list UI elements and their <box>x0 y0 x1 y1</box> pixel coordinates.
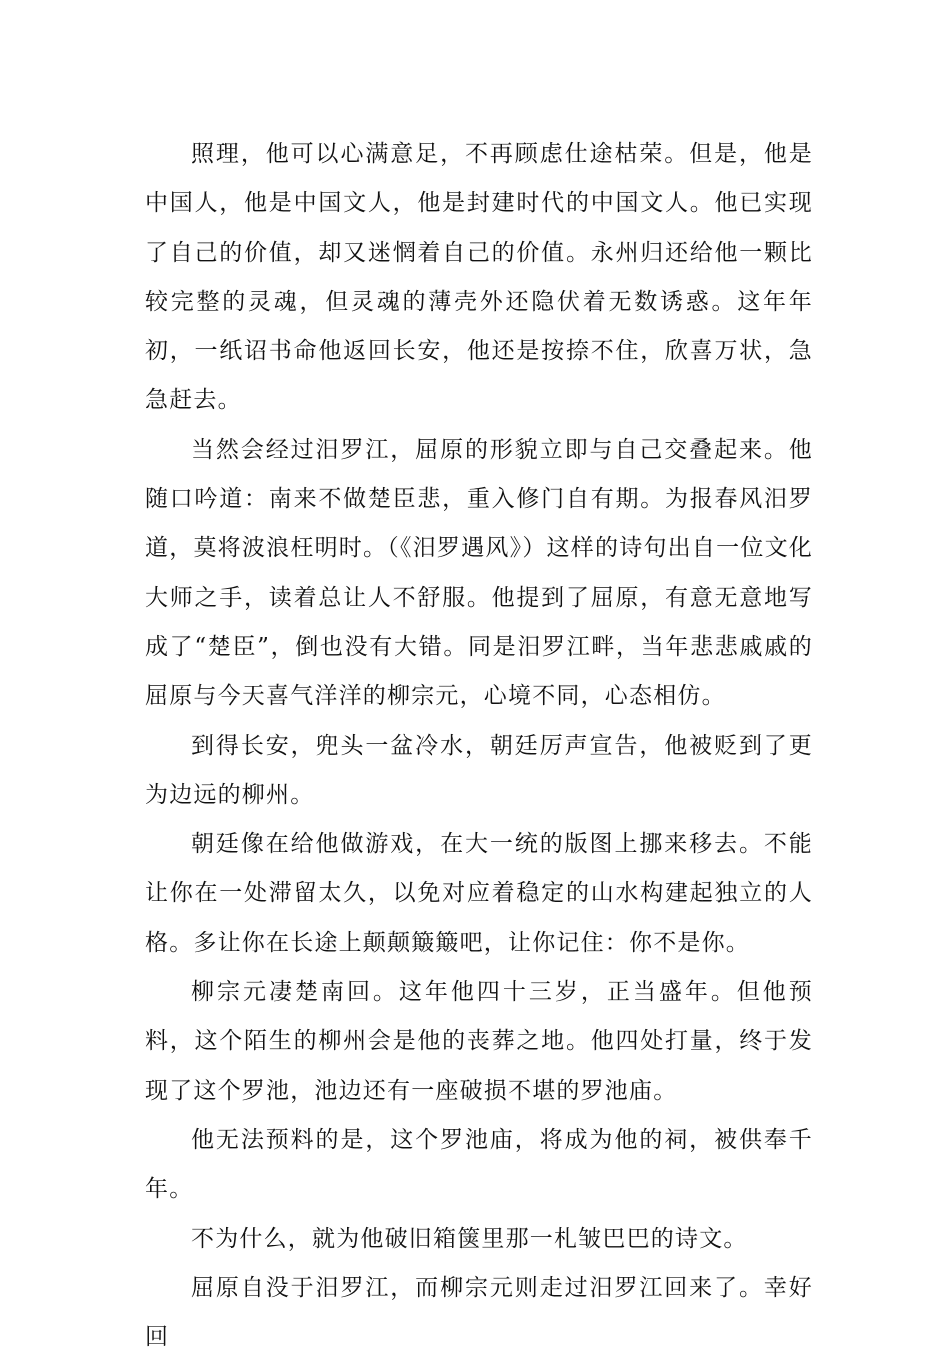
paragraph-2: 当然会经过汨罗江，屈原的形貌立即与自己交叠起来。他随口吟道：南来不做楚臣悲，重入修门自有期。为报春风汨罗道，莫将波浪枉明时。（《汨罗遇风》）这样的诗句出自一位文化大师之手，读着总让人不舒服。他提到了屈原，有意无意地写成了“楚臣”，倒也没有大错。同是汨罗江畔，当年悲悲戚戚的屈原与今天喜气洋洋的柳宗元，心境不同，心态相仿。 <box>145 436 813 710</box>
paragraph-1: 照理，他可以心满意足，不再顾虑仕途枯荣。但是，他是中国人，他是中国文人，他是封建时代的中国文人。他已实现了自己的价值，却又迷惘着自己的价值。永州归还给他一颗比较完整的灵魂，但灵魂的薄壳外还隐伏着无数诱惑。这年年初，一纸诏书命他返回长安，他还是按捺不住，欣喜万状，急急赶去。 <box>145 141 813 414</box>
paragraph-5: 柳宗元凄楚南回。这年他四十三岁，正当盛年。但他预料，这个陌生的柳州会是他的丧葬之地。他四处打量，终于发现了这个罗池，池边还有一座破损不堪的罗池庙。 <box>145 979 813 1104</box>
paragraph-3: 到得长安，兜头一盆冷水，朝廷厉声宣告，他被贬到了更为边远的柳州。 <box>145 732 813 808</box>
paragraph-8: 屈原自没于汨罗江，而柳宗元则走过汨罗江回来了。幸好回 <box>145 1274 813 1351</box>
paragraph-7: 不为什么，就为他破旧箱箧里那一札皱巴巴的诗文。 <box>191 1225 748 1252</box>
paragraph-4: 朝廷像在给他做游戏，在大一统的版图上挪来移去。不能让你在一处滞留太久，以免对应着稳定的山水构建起独立的人格。多让你在长途上颠颠簸簸吧，让你记住：你不是你。 <box>145 831 813 956</box>
paragraph-6: 他无法预料的是，这个罗池庙，将成为他的祠，被供奉千年。 <box>145 1126 813 1203</box>
article-body <box>145 130 813 1362</box>
